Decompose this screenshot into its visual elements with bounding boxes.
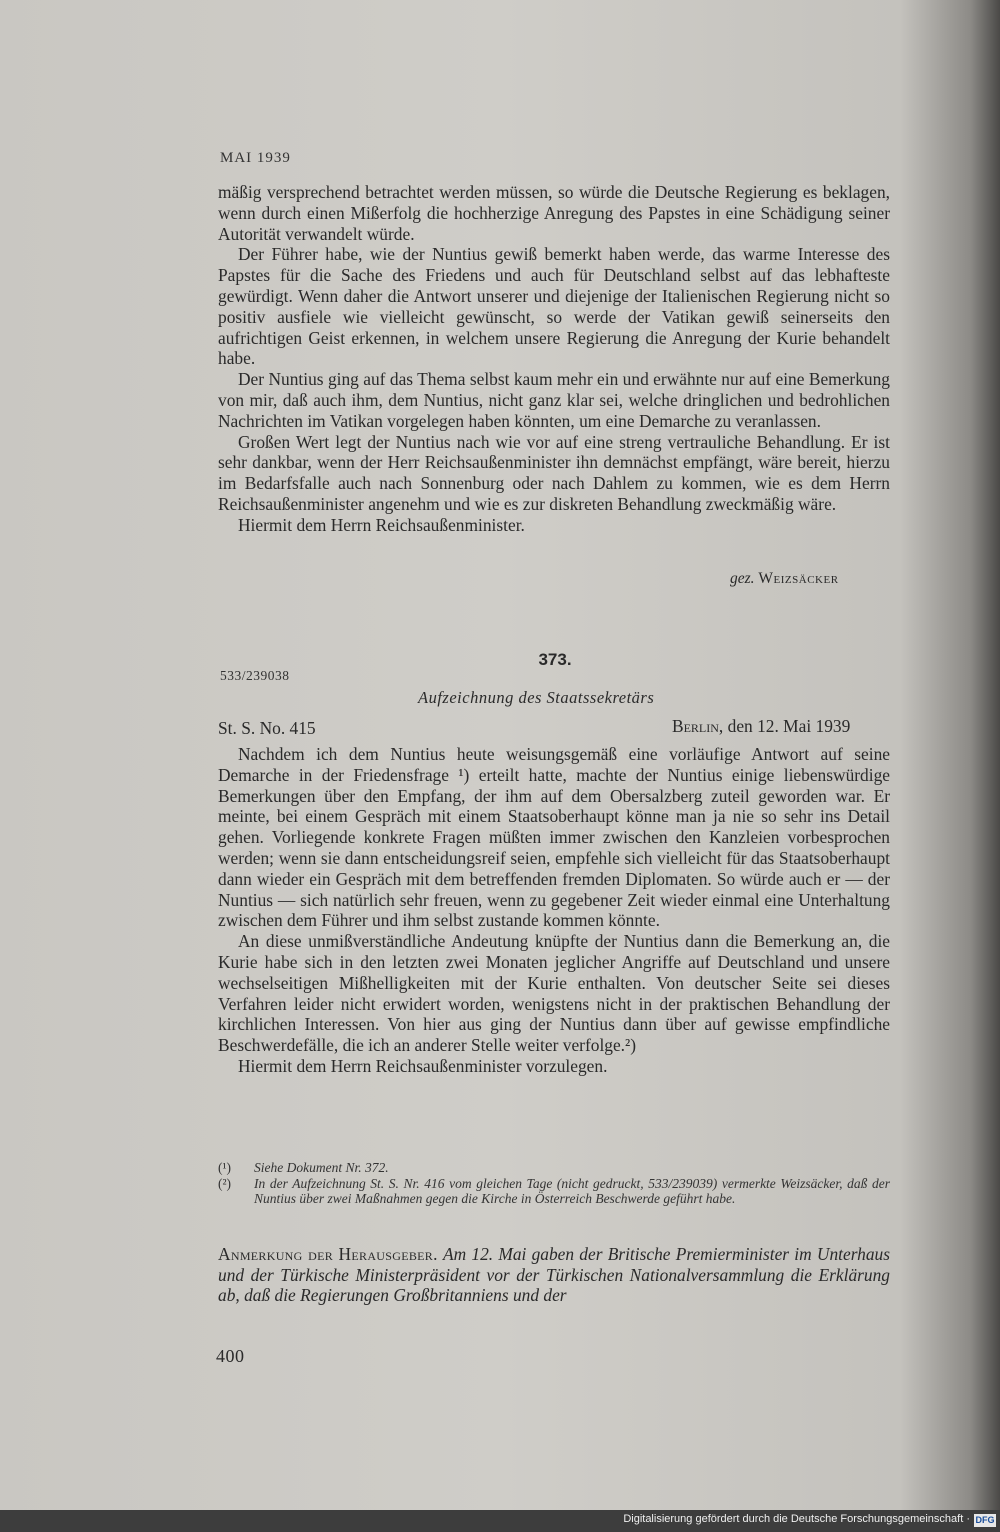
paragraph: Hiermit dem Herrn Reichsaußenminister vorzulegen. (238, 1055, 608, 1076)
funding-credit: Digitalisierung gefördert durch die Deutsche Forschungsgemeinschaft · (623, 1513, 970, 1525)
editor-note-text: Am 12. Mai gaben der Britische Premierminister im Unterhaus und der Türkische Ministerpräsident vor der Türkischen Nationalversammlung die Erklärung ab, daß die Regierungen Großbritanniens und der (218, 1244, 891, 1306)
footnote-mark: (²) (218, 1175, 232, 1191)
footnote (218, 1176, 890, 1207)
footnote (218, 1160, 890, 1176)
dfg-logo-icon: DFG (975, 1515, 995, 1525)
footnotes (218, 1160, 890, 1207)
document-number: 373. (538, 650, 572, 669)
running-head: MAI 1939 (220, 150, 291, 166)
paragraph: Der Nuntius ging auf das Thema selbst kaum mehr ein und erwähnte nur auf eine Bemerkung von mir, daß auch ihm, dem Nuntius, nicht ganz klar sei, welche dringlichen und bedrohlichen Nachrichten im Vatikan vorgelegen haben könnten, um eine Demarche zu veranlassen. (218, 369, 890, 431)
editor-note (218, 1244, 890, 1306)
document-373-body (218, 744, 890, 1077)
paragraph: Der Führer habe, wie der Nuntius gewiß bemerkt haben werde, das warme Interesse des Papstes für die Sache des Friedens und auch für Deutschland selbst auf das lebhafteste gewürdigt. Wenn daher die Antwort unserer und diejenige der Italienischen Regierung nicht so positiv ausfiele wie vielleicht gewünscht, so werde der Vatikan gewiß seinerseits den aufrichtigen Geist erkennen, in welchem unsere Regierung die Anregung der Kurie behandelt habe. (218, 244, 890, 369)
dateline-place: Berlin, (672, 716, 724, 736)
footnote-text: In der Aufzeichnung St. S. Nr. 416 vom gleichen Tage (nicht gedruckt, 533/239039) vermerkte Weizsäcker, daß der Nuntius über zwei Maßnahmen gegen die Kirche in Österreich Beschwerde geführt habe. (254, 1175, 890, 1207)
paragraph: An diese unmißverständliche Andeutung knüpfte der Nuntius dann die Bemerkung an, die Kurie habe sich in den letzten zwei Monaten jeglicher Angriffe auf Deutschland und unsere wechselseitigen Mißhelligkeiten mit der Kurie enthalten. Von deutscher Seite sei dieses Verfahren leider nicht erwidert worden, wenigstens nicht in der praktischen Behandlung der kirchlichen Interessen. Von hier aus ging der Nuntius dann über auf gewisse empfindliche Beschwerdefälle, die ich an anderer Stelle weiter verfolge.²) (218, 931, 890, 1056)
dateline (672, 716, 850, 737)
film-reference: 533/239038 (220, 668, 290, 683)
paragraph: Großen Wert legt der Nuntius nach wie vor auf eine streng vertrauliche Behandlung. Er ist sehr dankbar, wenn der Herr Reichsaußenminister ihn demnächst empfängt, wäre bereit, hierzu im Bedarfsfalle auch nach Sonnenburg oder nach Dahlem zu kommen, wie es dem Herrn Reichsaußenminister angenehm und wie es zur diskreten Behandlung zweckmäßig wäre. (218, 431, 890, 514)
signature-name: Weizsäcker (758, 570, 839, 587)
footnote-mark: (¹) (218, 1160, 232, 1175)
signature-prefix: gez. (730, 570, 755, 587)
signature (730, 570, 839, 588)
document-372-ending (218, 182, 890, 536)
document-title: Aufzeichnung des Staatssekretärs (418, 688, 655, 707)
paragraph: mäßig versprechend betrachtet werden müssen, so würde die Deutsche Regierung es beklagen, wenn durch einen Mißerfolg die hochherzige Anregung des Papstes in eine Schädigung seiner Autorität verwandelt würde. (218, 182, 890, 244)
footnote-text: Siehe Dokument Nr. 372. (254, 1160, 389, 1175)
editor-note-label: Anmerkung der Herausgeber. (218, 1244, 438, 1264)
sts-number: St. S. No. 415 (218, 718, 316, 738)
paragraph: Hiermit dem Herrn Reichsaußenminister. (238, 514, 525, 535)
dateline-date: den 12. Mai 1939 (727, 716, 851, 736)
page-number: 400 (216, 1346, 245, 1366)
paragraph: Nachdem ich dem Nuntius heute weisungsgemäß eine vorläufige Antwort auf seine Demarche in der Friedensfrage ¹) erteilt hatte, machte der Nuntius einige liebenswürdige Bemerkungen über den Empfang, der ihm auf dem Obersalzberg zuteil geworden war. Er meinte, bei einem Gespräch mit einem Staatsoberhaupt könne man ja nie so sehr ins Detail gehen. Vorliegende konkrete Fragen müßten immer zwischen den Kanzleien vorbesprochen werden; wenn sie dann entscheidungsreif seien, empfehle sich vielleicht für das Staatsoberhaupt dann wieder ein Gespräch mit dem betreffenden fremden Diplomaten. So würde auch er — der Nuntius — sich natürlich sehr freuen, wenn zu gegebener Zeit wieder einmal eine Unterhaltung zwischen dem Führer und ihm selbst zustande kommen könnte. (218, 744, 890, 931)
